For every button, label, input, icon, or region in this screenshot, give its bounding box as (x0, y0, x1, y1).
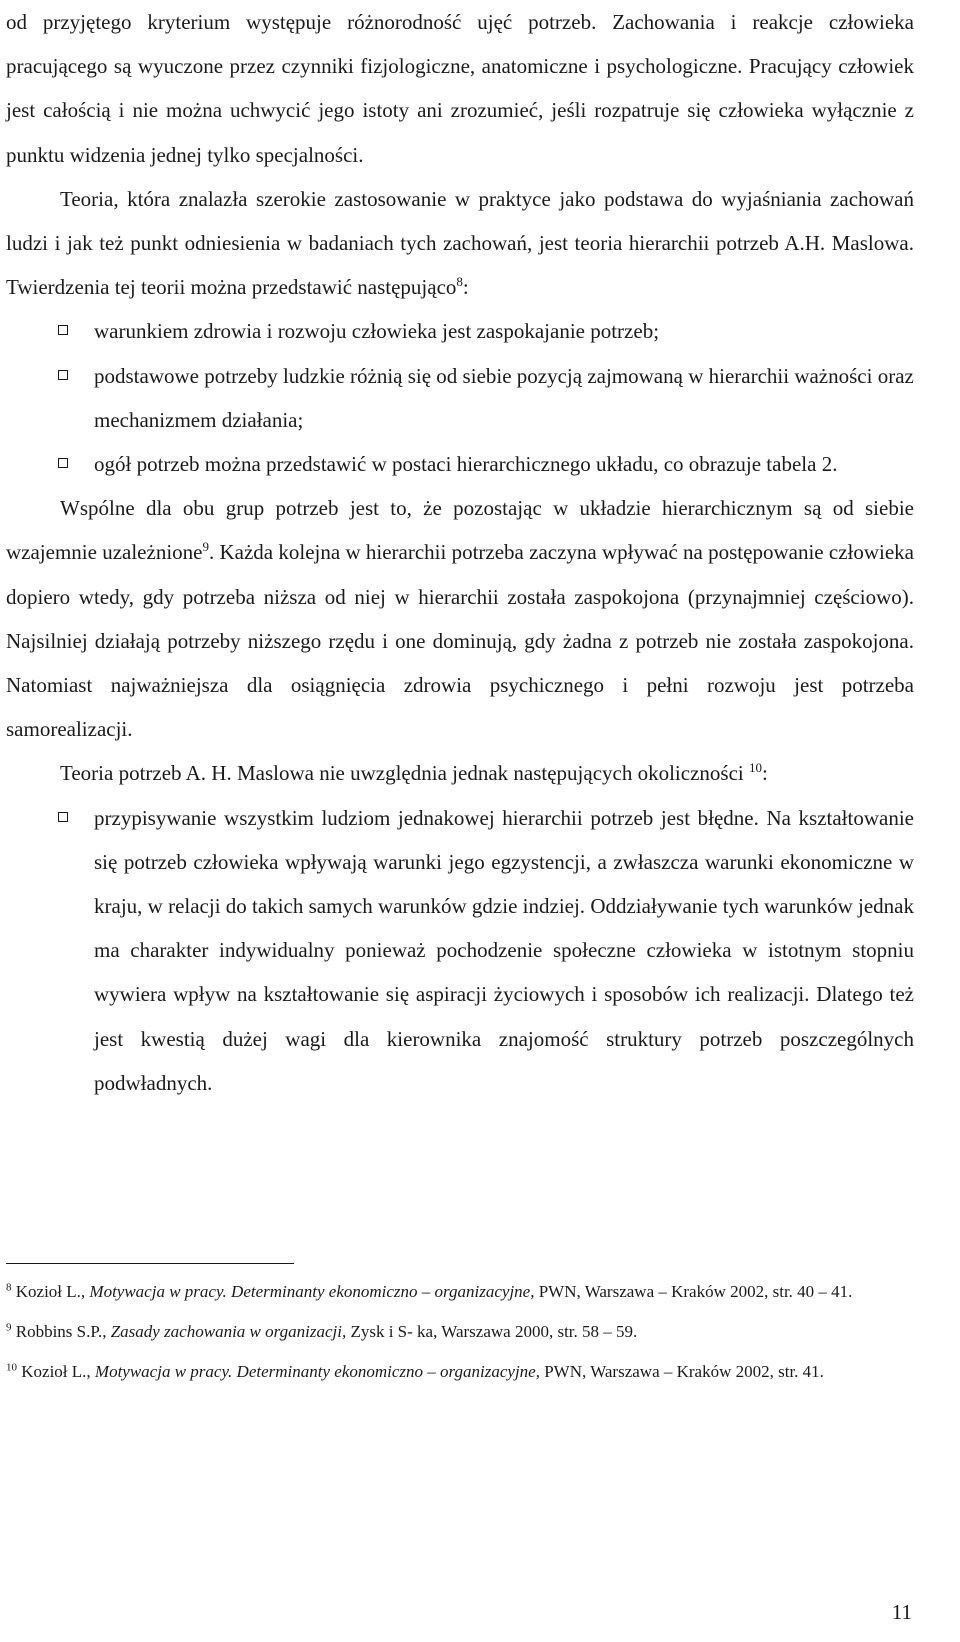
paragraph-3-rest: . Każda kolejna w hierarchii potrzeba zaczyna wpływać na postępowanie człowieka dopiero wtedy, gdy potrzeba niższa od niej w hierarchii została zaspokojona (przynajmniej częściowo). Najsilniej działają potrzeby niższego rzędu i one dominują, gdy żadna z potrzeb nie została zaspokojona. Natomiast najważniejsza dla osiągnięcia zdrowia psychicznego i pełni rozwoju jest potrzeba samorealizacji. (6, 540, 914, 742)
footnote-publisher: PWN, Warszawa – Kraków 2002, str. 41. (539, 1362, 824, 1381)
footnote-title: Zasady zachowania w organizacji, (110, 1322, 347, 1341)
footnote-ref-8[interactable]: 8 (456, 274, 463, 290)
checkbox-bullet-icon (58, 325, 68, 335)
paragraph-1: od przyjętego kryterium występuje różnorodność ujęć potrzeb. Zachowania i reakcje człowieka pracującego są wyuczone przez czynniki fizjologiczne, anatomiczne i psychologiczne. Pracujący człowiek jest całością i nie można uchwycić jego istoty ani zrozumieć, jeśli rozpatruje się człowieka wyłącznie z punktu widzenia jednej tylko specjalności. (6, 10, 914, 167)
paragraph-4-text: Teoria potrzeb A. H. Maslowa nie uwzględnia jednak następujących okoliczności (60, 761, 744, 786)
footnote-title: Motywacja w pracy. Determinanty ekonomiczno – organizacyjne, (94, 1362, 540, 1381)
footnote-9 (6, 1314, 914, 1350)
list-item-text: ogół potrzeb można przedstawić w postaci hierarchicznego układu, co obrazuje tabela 2. (94, 452, 838, 477)
footnote-title: Motywacja w pracy. Determinanty ekonomiczno – organizacyjne, (89, 1282, 535, 1301)
list-item (94, 309, 914, 353)
paragraph-4 (6, 751, 914, 795)
paragraph-3-text: Wspólne dla obu grup potrzeb jest to, że pozostając w układzie hierarchicznym są od siebie wzajemnie uzależnione (6, 496, 914, 565)
bullet-list-2 (6, 796, 914, 1105)
footnote-ref-10[interactable]: 10 (748, 760, 762, 776)
list-item (94, 796, 914, 1105)
footnote-10 (6, 1354, 914, 1390)
footnote-separator (6, 1263, 294, 1264)
list-item-text: warunkiem zdrowia i rozwoju człowieka jest zaspokajanie potrzeb; (94, 319, 660, 344)
checkbox-bullet-icon (58, 370, 68, 380)
footnote-publisher: PWN, Warszawa – Kraków 2002, str. 40 – 41. (534, 1282, 853, 1301)
footnote-8 (6, 1274, 914, 1310)
checkbox-bullet-icon (58, 458, 68, 468)
bullet-list-1 (6, 309, 914, 486)
page-number: 11 (891, 1600, 912, 1624)
footnote-author: Robbins S.P., (15, 1322, 111, 1341)
footnotes (6, 1274, 914, 1394)
paragraph-2 (6, 177, 914, 310)
footnote-ref-9[interactable]: 9 (202, 539, 209, 555)
footnote-number: 8 (6, 1281, 12, 1294)
paragraph-3 (6, 486, 914, 751)
paragraph-4-colon: : (761, 761, 768, 786)
list-item (94, 442, 914, 486)
footnote-number: 10 (6, 1361, 17, 1374)
footnote-publisher: Zysk i S- ka, Warszawa 2000, str. 58 – 59. (346, 1322, 638, 1341)
list-item (94, 354, 914, 442)
footnote-number: 9 (6, 1321, 12, 1334)
list-item-text: przypisywanie wszystkim ludziom jednakowej hierarchii potrzeb jest błędne. Na kształtowanie się potrzeb człowieka wpływają warunki jego egzystencji, a zwłaszcza warunki ekonomiczne w kraju, w relacji do takich samych warunków gdzie indziej. Oddziaływanie tych warunków jednak ma charakter indywidualny ponieważ pochodzenie społeczne człowieka w istotnym stopniu wywiera wpływ na kształtowanie się aspiracji życiowych i sposobów ich realizacji. Dlatego też jest kwestią dużej wagi dla kierownika znajomość struktury potrzeb poszczególnych podwładnych. (94, 805, 914, 1095)
checkbox-bullet-icon (58, 812, 68, 822)
footnote-author: Kozioł L., (15, 1282, 90, 1301)
footnote-author: Kozioł L., (21, 1362, 95, 1381)
body-text (6, 0, 914, 1105)
paragraph-2-text: Teoria, która znalazła szerokie zastosowanie w praktyce jako podstawa do wyjaśniania zachowań ludzi i jak też punkt odniesienia w badaniach tych zachowań, jest teoria hierarchii potrzeb A.H. Maslowa. Twierdzenia tej teorii można przedstawić następująco (6, 186, 914, 300)
list-item-text: podstawowe potrzeby ludzkie różnią się od siebie pozycją zajmowaną w hierarchii ważności oraz mechanizmem działania; (94, 363, 914, 432)
paragraph-2-colon: : (462, 275, 469, 300)
